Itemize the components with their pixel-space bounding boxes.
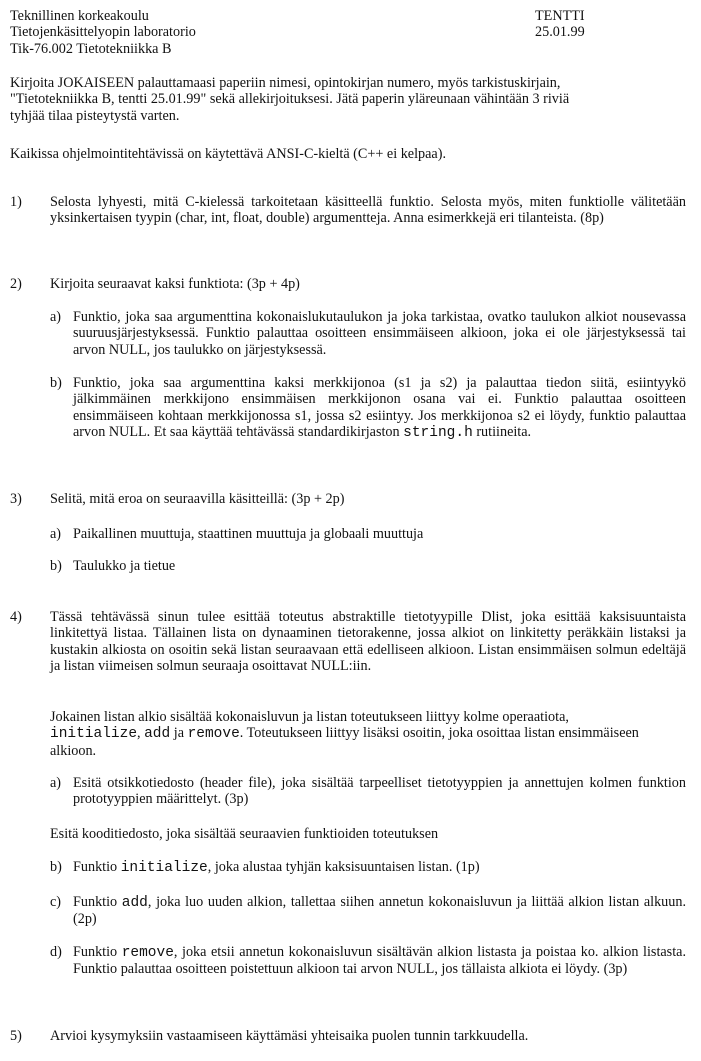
q4c-pre: Funktio bbox=[73, 894, 122, 910]
q4-operations-rest: . Toteutukseen liittyy lisäksi osoitin, joka osoittaa listan ensimmäiseen alkioon. bbox=[50, 725, 639, 759]
course-name: Tik-76.002 Tietotekniikka B bbox=[10, 40, 172, 57]
q4d-post: , joka etsii annetun kokonaisluvun sisältävän alkion listasta ja poistaa ko. alkion listasta. Funktio palauttaa osoitteen poistettuun alkioon tai arvon NULL, jos tällaista alkiota ei löydy. (3p) bbox=[73, 944, 686, 978]
sep-2: ja bbox=[170, 725, 188, 742]
intro-line-3: tyhjää tilaa pisteytystä varten. bbox=[10, 107, 180, 124]
q4c-label: c) bbox=[50, 894, 62, 910]
intro-language-note: Kaikissa ohjelmointitehtävissä on käytettävä ANSI-C-kieltä (C++ ei kelpaa). bbox=[10, 146, 447, 162]
q4d-label: d) bbox=[50, 944, 62, 960]
q3-number: 3) bbox=[10, 491, 22, 507]
q4a-text: Esitä otsikkotiedosto (header file), joka sisältää tarpeelliset tietotyyppien ja annettujen kolmen funktion prototyyppien määrittelyt. (3p) bbox=[73, 775, 686, 808]
header-right bbox=[535, 8, 685, 41]
header-left bbox=[10, 8, 410, 57]
q3b-label: b) bbox=[50, 558, 62, 574]
q4-intro: Tässä tehtävässä sinun tulee esittää toteutus abstraktille tietotyypille Dlist, joka esittää kaksisuuntaista linkitettyä listaa. Tällainen lista on dynaaminen tietorakenne, jossa alkiot on linkitetty peräkkäin listaksi ja kustakin alkiosta on osoitin sekä listan seuraavaan että edelliseen alkioon. Listan ensimmäisen solmun edeltäjä ja listan viimeisen solmun seuraaja osoittavat NULL:iin. bbox=[50, 609, 686, 675]
q4c-text bbox=[73, 894, 686, 928]
q3-text: Selitä, mitä eroa on seuraavilla käsitteillä: (3p + 2p) bbox=[50, 491, 345, 507]
q4d-code: remove bbox=[121, 945, 174, 961]
q5-text: Arvioi kysymyksiin vastaamiseen käyttämäsi yhteisaika puolen tunnin tarkkuudella. bbox=[50, 1028, 529, 1044]
q4b-label: b) bbox=[50, 859, 62, 875]
q2b-code-string-h: string.h bbox=[403, 425, 473, 442]
lab-name: Tietojenkäsittelyopin laboratorio bbox=[10, 24, 196, 41]
q3a-label: a) bbox=[50, 526, 62, 542]
q2b-label: b) bbox=[50, 375, 62, 391]
q4c-post: , joka luo uuden alkion, tallettaa siihen annetun kokonaisluvun ja liittää alkion listan alkuun. (2p) bbox=[73, 894, 686, 928]
q2b-text-part-1: Funktio, joka saa argumenttina kaksi merkkijonoa (s1 ja s2) ja palauttaa tiedon siitä, esiintyykö jälkimmäinen merkkijono ensimmäisen merkkijonon osana vai ei. Funktio palauttaa osoitteen ensimmäiseen kohtaan merkkijonossa s1, jossa s2 esiintyy. Jos merkkijonoa s2 ei löydy, funktio palauttaa arvon NULL. Et saa käyttää tehtävässä standardikirjaston bbox=[73, 375, 686, 441]
q2-text: Kirjoita seuraavat kaksi funktiota: (3p + 4p) bbox=[50, 276, 300, 292]
q1-number: 1) bbox=[10, 194, 22, 210]
exam-label: TENTTI bbox=[535, 8, 585, 24]
q4-operations-line-1: Jokainen listan alkio sisältää kokonaisluvun ja listan toteutukseen liittyy kolme operaatiota, bbox=[50, 709, 569, 725]
q2a-label: a) bbox=[50, 309, 62, 325]
intro-line-1: Kirjoita JOKAISEEN palauttamaasi paperiin nimesi, opintokirjan numero, myös tarkistuskirjain, bbox=[10, 75, 561, 91]
code-initialize: initialize bbox=[50, 726, 138, 743]
exam-date: 25.01.99 bbox=[535, 24, 585, 41]
q4-operations bbox=[50, 709, 686, 759]
q2b-text-part-2: rutiineita. bbox=[472, 424, 532, 441]
q1-text: Selosta lyhyesti, mitä C-kielessä tarkoitetaan käsitteellä funktio. Selosta myös, miten funktiolle välitetään yksinkertaisen tyypin (char, int, float, double) argumentteja. Anna esimerkkejä eri tilanteista. (8p) bbox=[50, 194, 686, 227]
q4c-code: add bbox=[121, 895, 148, 911]
q3a-text: Paikallinen muuttuja, staattinen muuttuja ja globaali muuttuja bbox=[73, 526, 424, 542]
q4b-code: initialize bbox=[120, 860, 208, 876]
q4-operations-line-2 bbox=[50, 725, 686, 759]
code-remove: remove bbox=[187, 726, 240, 743]
q2a-text: Funktio, joka saa argumenttina kokonaislukutaulukon ja joka tarkistaa, ovatko taulukon alkiot nousevassa suuruusjärjestyksessä. Funktio palauttaa osoitteen ensimmäiseen alkioon, joka ei ole järjestyksessä tai arvon NULL, jos taulukko on järjestyksessä. bbox=[73, 309, 686, 358]
q4-number: 4) bbox=[10, 609, 22, 625]
org-name: Teknillinen korkeakoulu bbox=[10, 8, 149, 24]
q4-code-file-intro: Esitä kooditiedosto, joka sisältää seuraavien funktioiden toteutuksen bbox=[50, 826, 439, 842]
q4d-text bbox=[73, 944, 686, 978]
intro-line-2: "Tietotekniikka B, tentti 25.01.99" sekä allekirjoituksesi. Jätä paperin yläreunaan vähintään 3 riviä bbox=[10, 91, 570, 108]
q2b-text bbox=[73, 375, 686, 442]
q4d-pre: Funktio bbox=[73, 944, 122, 960]
q2-number: 2) bbox=[10, 276, 22, 292]
q3b-text: Taulukko ja tietue bbox=[73, 558, 176, 574]
code-add: add bbox=[144, 726, 171, 743]
q4b-text bbox=[73, 859, 686, 876]
q4b-pre: Funktio bbox=[73, 859, 121, 875]
q4a-label: a) bbox=[50, 775, 62, 791]
q5-number: 5) bbox=[10, 1028, 22, 1044]
intro-paragraph bbox=[10, 75, 690, 124]
q4b-post: , joka alustaa tyhjän kaksisuuntaisen listan. (1p) bbox=[207, 859, 480, 875]
sep-1: , bbox=[137, 725, 145, 742]
